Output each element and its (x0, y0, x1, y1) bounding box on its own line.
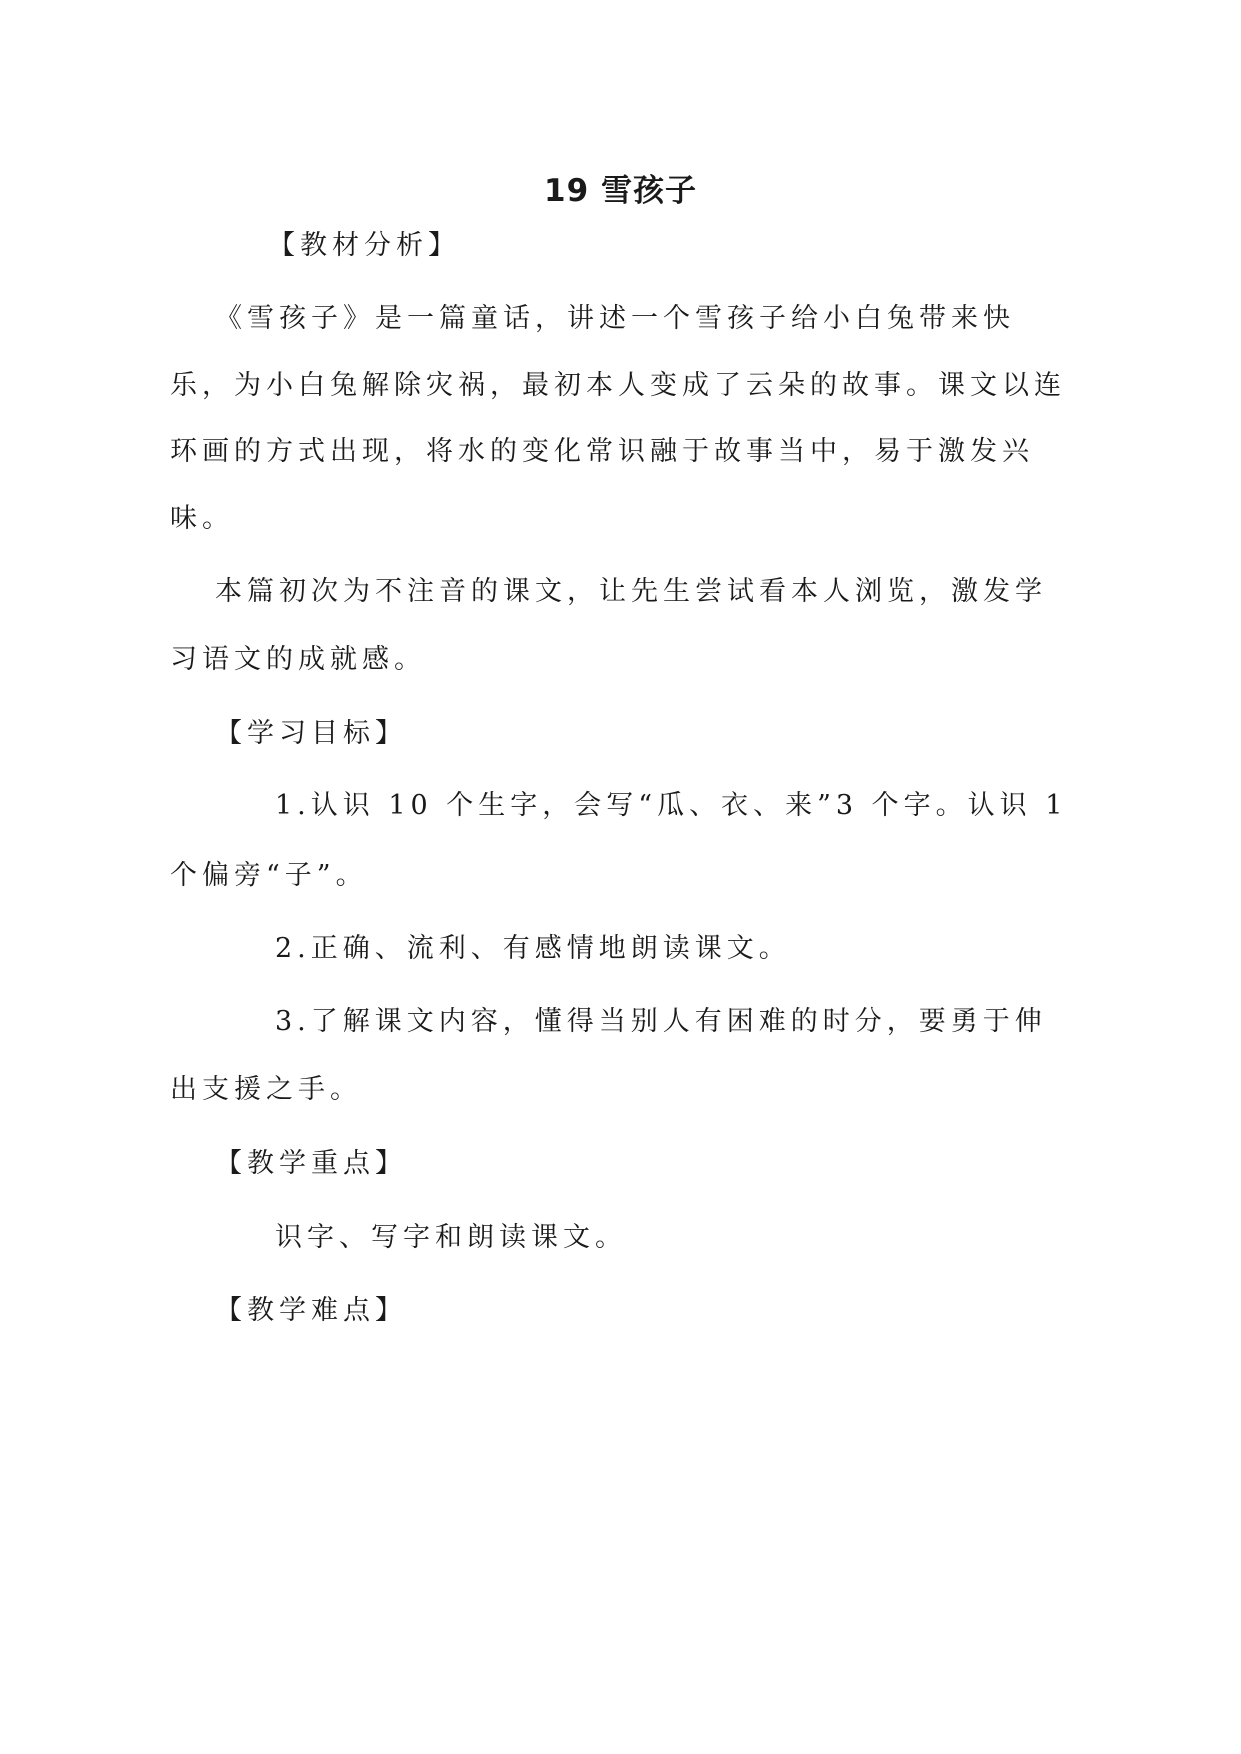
section-heading-difficulties: 【教学难点】 (215, 1295, 407, 1326)
paragraph-line: 味。 (170, 503, 234, 534)
key-points-text: 识字、写字和朗读课文。 (275, 1222, 627, 1253)
section-heading-key-points: 【教学重点】 (215, 1148, 407, 1179)
paragraph-line: 习语文的成就感。 (170, 644, 426, 675)
objective-item-3-cont: 出支援之手。 (170, 1074, 362, 1105)
section-heading-objectives: 【学习目标】 (215, 718, 407, 749)
objective-item-3: 3.了解课文内容，懂得当别人有困难的时分，要勇于伸 (275, 1006, 1047, 1037)
paragraph-line: 本篇初次为不注音的课文，让先生尝试看本人浏览，激发学 (215, 576, 1047, 607)
paragraph-line: 环画的方式出现，将水的变化常识融于故事当中，易于激发兴 (170, 436, 1034, 467)
objective-item-1: 1.认识 10 个生字，会写“瓜、衣、来”3 个字。认识 1 (275, 790, 1068, 821)
objective-item-2: 2.正确、流利、有感情地朗读课文。 (275, 933, 791, 964)
paragraph-line: 《雪孩子》是一篇童话，讲述一个雪孩子给小白兔带来快 (215, 303, 1015, 334)
paragraph-line: 乐，为小白兔解除灾祸，最初本人变成了云朵的故事。课文以连 (170, 370, 1066, 401)
document-title: 19 雪孩子 (544, 173, 697, 209)
objective-item-1-cont: 个偏旁“子”。 (170, 860, 368, 891)
section-heading-analysis: 【教材分析】 (268, 230, 460, 261)
